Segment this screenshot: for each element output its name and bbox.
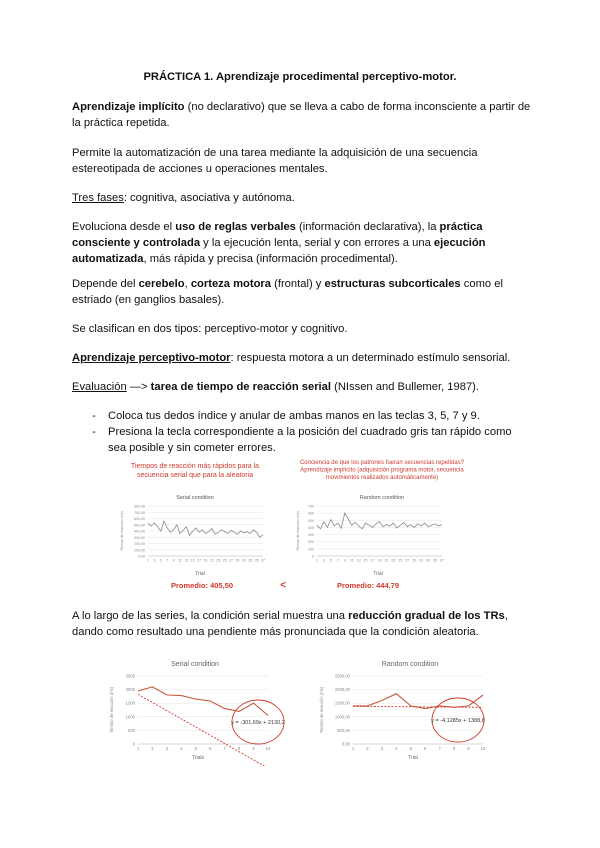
y-axis-label: Tiempo de reacción (ms) xyxy=(109,686,114,734)
figure-trendlines xyxy=(100,656,500,766)
paragraph-phases xyxy=(72,190,532,206)
x-tick-label: 6 xyxy=(424,746,427,752)
x-tick-label: 29 xyxy=(412,558,417,563)
x-tick-label: 19 xyxy=(203,558,208,563)
y-tick-label: 400,00 xyxy=(134,529,145,534)
chart-title-random: Random condition xyxy=(381,661,439,668)
text: (información declarativa), la xyxy=(295,221,440,233)
y-tick-label: 400 xyxy=(308,525,314,530)
x-axis-label: Trial xyxy=(195,571,205,577)
caption-line: Conciencia de que los patrones fueran secuencias repetidas? xyxy=(299,460,465,466)
series-line xyxy=(148,521,263,537)
x-tick-label: 8 xyxy=(237,746,241,752)
x-tick-label: 3 xyxy=(322,558,325,563)
y-tick-label: 300 xyxy=(308,533,314,538)
x-tick-label: 27 xyxy=(229,558,234,563)
caption-line: secuencia serial que para la aleatoria xyxy=(137,472,253,479)
x-tick-label: 11 xyxy=(349,558,354,563)
x-tick-label: 15 xyxy=(363,558,368,563)
x-tick-label: 2 xyxy=(366,746,369,752)
text: y la ejecución lenta, serial y con errores a una xyxy=(200,237,434,249)
y-axis-label: Tiempo de reacción (ms) xyxy=(319,686,324,734)
x-tick-label: 7 xyxy=(336,558,339,563)
bold-term: tarea de tiempo de reacción serial xyxy=(150,381,331,393)
x-tick-label: 17 xyxy=(197,558,202,563)
bold-term: estructuras subcorticales xyxy=(324,278,461,290)
paragraph-evolution xyxy=(72,219,532,267)
x-tick-label: 8 xyxy=(452,746,456,752)
y-tick-label: 0 xyxy=(132,741,135,747)
paragraph-conclusion xyxy=(72,608,532,640)
text: Depende del xyxy=(72,278,139,290)
bold-term: ejecución automatizada xyxy=(72,237,486,265)
chart-title-random: Random condition xyxy=(359,495,405,501)
y-tick-label: 0,00 xyxy=(138,554,145,559)
y-axis-label: Tiempo de reacción (ms) xyxy=(296,511,300,551)
text: , dando como resultado una pendiente más pronunciada que la condición aleatoria. xyxy=(72,610,508,638)
paragraph-text: : cognitiva, asociativa y autónoma. xyxy=(123,192,295,204)
chart-title-serial: Serial condition xyxy=(171,661,219,668)
y-tick-label: 100 xyxy=(308,547,314,552)
x-tick-label: 31 xyxy=(241,558,246,563)
y-tick-label: 100,00 xyxy=(134,548,145,553)
x-tick-label: 9 xyxy=(343,558,346,563)
x-tick-label: 9 xyxy=(172,558,175,563)
x-tick-label: 23 xyxy=(216,558,221,563)
y-tick-label: 1000 xyxy=(125,714,135,720)
text: como el estriado (en ganglios basales). xyxy=(72,278,503,306)
y-tick-label: 1000,00 xyxy=(334,714,350,720)
x-tick-label: 3 xyxy=(153,558,156,563)
y-tick-label: 500,00 xyxy=(134,523,145,528)
y-tick-label: 2500 xyxy=(125,673,135,679)
x-tick-label: 4 xyxy=(180,746,183,752)
text: , más rápida y precisa (información procedimental). xyxy=(143,253,398,265)
x-tick-label: 21 xyxy=(209,558,214,563)
comparison-sign: < xyxy=(280,580,286,591)
bold-term: práctica consciente y controlada xyxy=(72,221,483,249)
average-random: Promedio: 444,79 xyxy=(336,581,400,590)
paragraph-automation: Permite la automatización de una tarea mediante la adquisición de una secuencia estereotipada de acciones u operaciones mentales. xyxy=(72,147,478,175)
x-tick-label: 5 xyxy=(409,746,412,752)
chart-random-small xyxy=(296,505,444,563)
x-tick-label: 19 xyxy=(377,558,382,563)
y-tick-label: 600 xyxy=(308,511,314,516)
chart-title-serial: Serial condition xyxy=(176,495,214,501)
x-tick-label: 5 xyxy=(159,558,162,563)
trendline-equation: y = -4,1285x + 1388,8 xyxy=(431,718,485,724)
x-tick-label: 35 xyxy=(254,558,259,563)
text: , xyxy=(184,278,191,290)
x-tick-label: 21 xyxy=(384,558,389,563)
y-tick-label: 200 xyxy=(308,540,314,545)
bullet-text: Presiona la tecla correspondiente a la posición del cuadrado gris tan rápido como sea posible y sin cometer errores. xyxy=(108,426,512,454)
bold-term: cerebelo xyxy=(138,278,185,290)
y-tick-label: 500,00 xyxy=(337,727,350,733)
term-implicit-learning: Aprendizaje implícito xyxy=(72,101,185,113)
paragraph-implicit xyxy=(72,99,532,131)
x-tick-label: 7 xyxy=(438,746,441,752)
chart-random-trend xyxy=(319,674,486,752)
series-line xyxy=(317,513,442,529)
x-tick-label: 11 xyxy=(178,558,182,563)
x-tick-label: 10 xyxy=(265,746,271,752)
chart-serial-small xyxy=(120,505,265,563)
bold-term: reducción gradual de los TRs xyxy=(348,610,505,622)
x-tick-label: 29 xyxy=(235,558,240,563)
x-tick-label: 27 xyxy=(405,558,410,563)
y-tick-label: 2000,00 xyxy=(334,687,350,693)
x-axis-label: Trial xyxy=(408,755,418,761)
text: (frontal) y xyxy=(271,278,325,290)
text: A lo largo de las series, la condición serial muestra una xyxy=(72,610,349,622)
trendline-equation: y = -301,69x + 2130,2 xyxy=(231,720,285,726)
x-tick-label: 33 xyxy=(426,558,431,563)
y-tick-label: 1500,00 xyxy=(334,700,350,706)
x-tick-label: 15 xyxy=(190,558,195,563)
y-tick-label: 300,00 xyxy=(134,535,145,540)
x-tick-label: 7 xyxy=(223,746,226,752)
y-tick-label: 200,00 xyxy=(134,542,145,546)
x-tick-label: 23 xyxy=(391,558,396,563)
paragraph-perceptual-motor xyxy=(72,350,532,366)
x-tick-label: 33 xyxy=(248,558,253,563)
bullet-text: Coloca tus dedos índice y anular de ambas manos en las teclas 3, 5, 7 y 9. xyxy=(108,410,480,422)
y-tick-label: 700 xyxy=(308,504,314,509)
bold-term: corteza motora xyxy=(190,278,272,290)
x-tick-label: 2 xyxy=(151,746,154,752)
x-tick-label: 35 xyxy=(433,558,438,563)
figure-caption-right xyxy=(300,460,465,481)
y-tick-label: 0,00 xyxy=(341,741,350,747)
average-serial: Promedio: 405,50 xyxy=(170,581,234,590)
paragraph-evaluation xyxy=(72,379,532,395)
caption-line: movimientos realizados automáticamente) xyxy=(325,475,439,481)
x-tick-label: 25 xyxy=(222,558,227,563)
text: : respuesta motora a un determinado estímulo sensorial. xyxy=(230,352,511,364)
x-tick-label: 4 xyxy=(395,746,398,752)
x-tick-label: 9 xyxy=(252,746,255,752)
x-tick-label: 37 xyxy=(440,558,444,563)
text: (NIssen and Bullemer, 1987). xyxy=(331,381,479,393)
x-tick-label: 1 xyxy=(136,746,140,752)
y-axis-label: Tiempo de reacción (ms) xyxy=(120,511,124,551)
x-tick-label: 1 xyxy=(316,558,318,563)
figure-reaction-times xyxy=(110,456,490,596)
page-title: PRÁCTICA 1. Aprendizaje procedimental perceptivo-motor. xyxy=(143,71,457,83)
x-tick-label: 9 xyxy=(467,746,470,752)
figure-caption-left xyxy=(131,463,259,479)
x-tick-label: 25 xyxy=(398,558,403,563)
paragraph-types: Se clasifican en dos tipos: perceptivo-motor y cognitivo. xyxy=(72,323,348,335)
x-axis-label: Trial xyxy=(373,571,383,577)
term-evaluation: Evaluación xyxy=(72,381,127,393)
x-tick-label: 3 xyxy=(165,746,169,752)
bold-term: uso de reglas verbales xyxy=(175,221,296,233)
y-tick-label: 0 xyxy=(312,554,314,559)
y-tick-label: 500 xyxy=(308,518,314,523)
y-tick-label: 600,00 xyxy=(134,517,145,521)
arrow-text: —> xyxy=(126,381,151,393)
x-tick-label: 6 xyxy=(209,746,212,752)
x-tick-label: 10 xyxy=(480,746,486,752)
y-tick-label: 2000 xyxy=(125,687,135,693)
y-tick-label: 1500 xyxy=(125,700,135,706)
caption-line: Aprendizaje implícito (adquisición programa motor, secuencia xyxy=(300,467,464,474)
x-tick-label: 3 xyxy=(380,746,384,752)
caption-line: Tiempos de reacción más rápidos para la xyxy=(130,463,260,470)
paragraph-text: (no declarativo) que se lleva a cabo de forma inconsciente a partir de la práctica repetida. xyxy=(72,101,531,129)
y-tick-label: 2500,00 xyxy=(334,673,350,679)
x-tick-label: 37 xyxy=(261,558,265,563)
x-tick-label: 5 xyxy=(329,558,332,563)
x-tick-label: 31 xyxy=(419,558,424,563)
bullet-dash: - xyxy=(92,426,96,438)
x-tick-label: 7 xyxy=(166,558,169,563)
x-tick-label: 5 xyxy=(194,746,197,752)
paragraph-brain-areas xyxy=(72,276,532,308)
bullet-dash: - xyxy=(92,410,96,422)
text: Evoluciona desde el xyxy=(72,221,176,233)
x-tick-label: 1 xyxy=(351,746,355,752)
y-tick-label: 500 xyxy=(128,727,135,733)
y-tick-label: 700,00 xyxy=(134,510,145,515)
x-axis-label: Trials xyxy=(191,755,205,761)
x-tick-label: 13 xyxy=(356,558,361,563)
term-three-phases: Tres fases xyxy=(72,192,124,204)
x-tick-label: 1 xyxy=(147,558,149,563)
term-perceptual-motor: Aprendizaje perceptivo-motor xyxy=(72,352,231,364)
x-tick-label: 17 xyxy=(370,558,375,563)
x-tick-label: 13 xyxy=(184,558,189,563)
y-tick-label: 800,00 xyxy=(134,504,145,509)
